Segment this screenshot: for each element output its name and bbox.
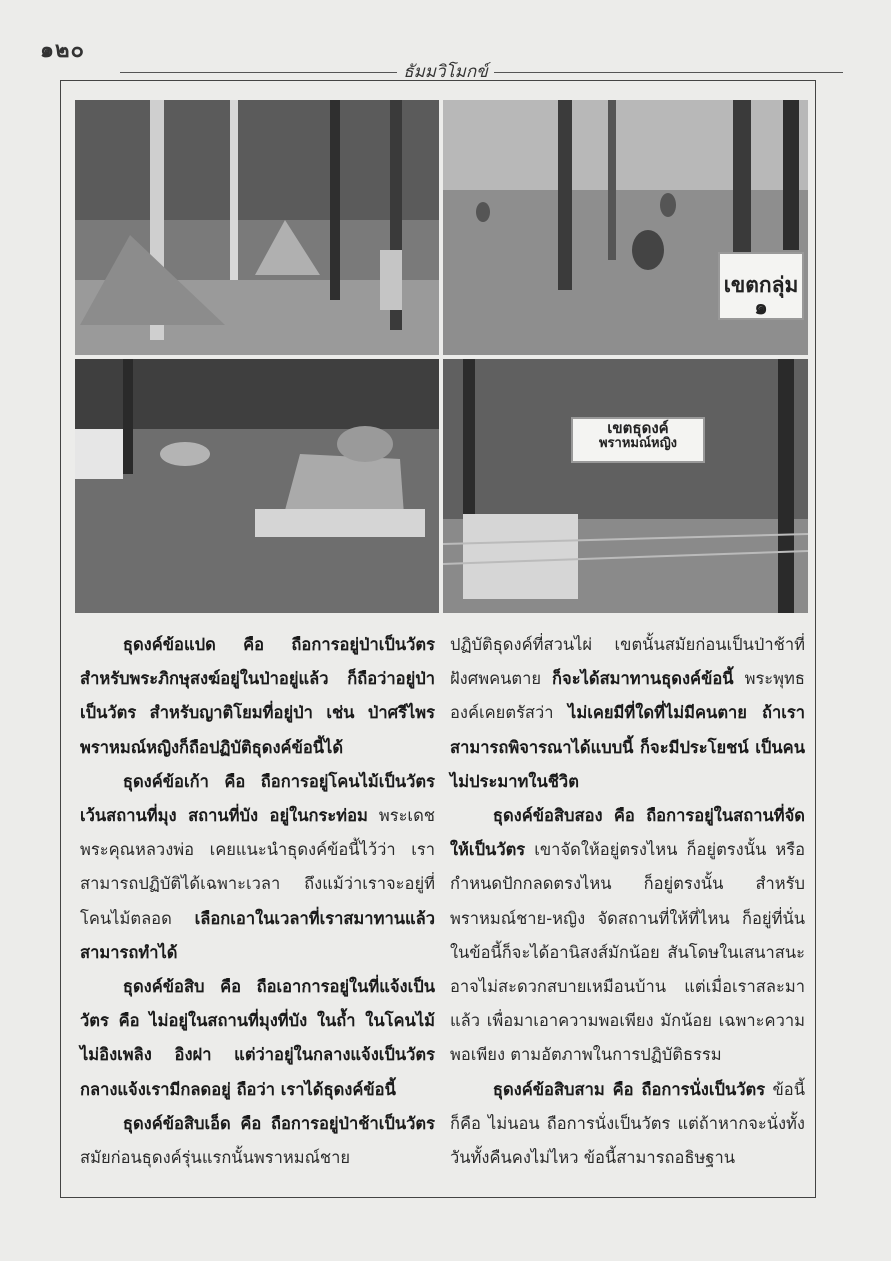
dhutanga-10-text: ธุดงค์ข้อสิบ คือ ถือเอาการอยู่ในที่แจ้งเป็นวัตร คือ ไม่อยู่ในสถานที่มุงที่บัง ในถ้ำ ในโคนไม้ ไม่อิงเพลิง อิงฝา แต่ว่าอยู่ในกลางแจ้งเป็นวัตร กลางแจ้งเรามีกลดอยู่ ถือว่า เราได้ธุดงค์ข้อนี้ bbox=[80, 977, 435, 1099]
sign-women-zone bbox=[571, 417, 705, 463]
left-column bbox=[80, 628, 435, 1175]
dhutanga-11-cont-emphasis2: ไม่เคยมีที่ใดที่ไม่มีคนตาย ถ้าเราสามารถพิจารณาได้แบบนี้ ก็จะมีประโยชน์ เป็นคนไม่ประมาทในชีวิต bbox=[450, 703, 805, 791]
dhutanga-11-body: สมัยก่อนธุดงค์รุ่นแรกนั้นพราหมณ์ชาย bbox=[80, 1148, 351, 1168]
sign-women-zone-line1: เขตธุดงค์ bbox=[607, 419, 669, 437]
dhutanga-8-text: ธุดงค์ข้อแปด คือ ถือการอยู่ป่าเป็นวัตร สำหรับพระภิกษุสงฆ์อยู่ในป่าอยู่แล้ว ก็ถือว่าอยู่ป่าเป็นวัตร สำหรับญาติโยมที่อยู่ป่า เช่น ป่าศรีไพร พราหมณ์หญิงก็ถือปฏิบัติธุดงค์ข้อนี้ได้ bbox=[80, 635, 435, 757]
photo-1-image bbox=[75, 100, 439, 355]
dhutanga-9-emphasis: เลือกเอาในเวลาที่เราสมาทานแล้วสามารถทำได้ bbox=[80, 908, 435, 962]
photo-zone-group-1 bbox=[443, 100, 808, 355]
paragraph-dhutanga-10 bbox=[80, 970, 435, 1107]
photo-3-image bbox=[75, 359, 439, 613]
dhutanga-13-body: ข้อนี้ก็คือ ไม่นอน ถือการนั่งเป็นวัตร แต่ถ้าหากจะนั่งทั้งวันทั้งคืนคงไม่ไหว ข้อนี้สามารถอธิษฐาน bbox=[450, 1079, 805, 1168]
running-title-text: ธัมมวิโมกข์ bbox=[397, 62, 494, 82]
dhutanga-13-heading: ธุดงค์ข้อสิบสาม คือ ถือการนั่งเป็นวัตร bbox=[492, 1079, 766, 1099]
dhutanga-11-cont-emphasis: ก็จะได้สมาทานธุดงค์ข้อนี้ bbox=[552, 669, 734, 689]
paragraph-dhutanga-11 bbox=[80, 1107, 435, 1175]
photo-tents-forest bbox=[75, 100, 439, 355]
dhutanga-9-heading: ธุดงค์ข้อเก้า คือ ถือการอยู่โคนไม้เป็นวัตร เว้นสถานที่มุง สถานที่บัง อยู่ในกระท่อม bbox=[80, 771, 435, 826]
sign-zone-group: เขตกลุ่ม ๑ bbox=[718, 252, 804, 320]
paragraph-dhutanga-9 bbox=[80, 765, 435, 970]
dhutanga-12-heading: ธุดงค์ข้อสิบสอง คือ ถือการอยู่ในสถานที่จัดให้เป็นวัตร bbox=[450, 806, 805, 860]
dhutanga-9-body: พระเดชพระคุณหลวงพ่อ เคยแนะนำธุดงค์ข้อนี้ไว้ว่า เราสามารถปฏิบัติได้เฉพาะเวลา ถึงแม้ว่าเราจะอยู่ที่โคนไม้ตลอด bbox=[80, 806, 435, 928]
paragraph-dhutanga-11-continued bbox=[450, 628, 805, 799]
paragraph-dhutanga-8 bbox=[80, 628, 435, 765]
right-column bbox=[450, 628, 805, 1175]
photo-4-image bbox=[443, 359, 808, 613]
photo-tents-camp bbox=[75, 359, 439, 613]
photo-grid bbox=[75, 100, 808, 613]
dhutanga-11-cont-body: ปฏิบัติธุดงค์ที่สวนไผ่ เขตนั้นสมัยก่อนเป็นป่าช้าที่ฝังศพคนตาย bbox=[450, 635, 805, 689]
dhutanga-12-body: เขาจัดให้อยู่ตรงไหน ก็อยู่ตรงนั้น หรือกำหนดปักกลดตรงไหน ก็อยู่ตรงนั้น สำหรับพราหมณ์ชาย-หญิง จัดสถานที่ให้ที่ไหน ก็อยู่ที่นั่น ในข้อนี้ก็จะได้อานิสงส์มักน้อย สันโดษในเสนาสนะ อาจไม่สะดวกสบายเหมือนบ้าน แต่เมื่อเราสละมาแล้ว เพื่อมาเอาความพอเพียง มักน้อย เฉพาะความพอเพียง ตามอัตภาพในการปฏิบัติธรรม bbox=[450, 840, 805, 1065]
paragraph-dhutanga-12 bbox=[450, 799, 805, 1073]
dhutanga-11-heading: ธุดงค์ข้อสิบเอ็ด คือ ถือการอยู่ป่าช้าเป็นวัตร bbox=[122, 1113, 435, 1133]
page-number: ๑๒๐ bbox=[40, 38, 85, 63]
photo-women-zone bbox=[443, 359, 808, 613]
sign-women-zone-line2: พราหมณ์หญิง bbox=[598, 435, 678, 451]
paragraph-dhutanga-13 bbox=[450, 1073, 805, 1176]
dhutanga-11-cont-body2: พระพุทธองค์เคยตรัสว่า bbox=[450, 669, 805, 723]
